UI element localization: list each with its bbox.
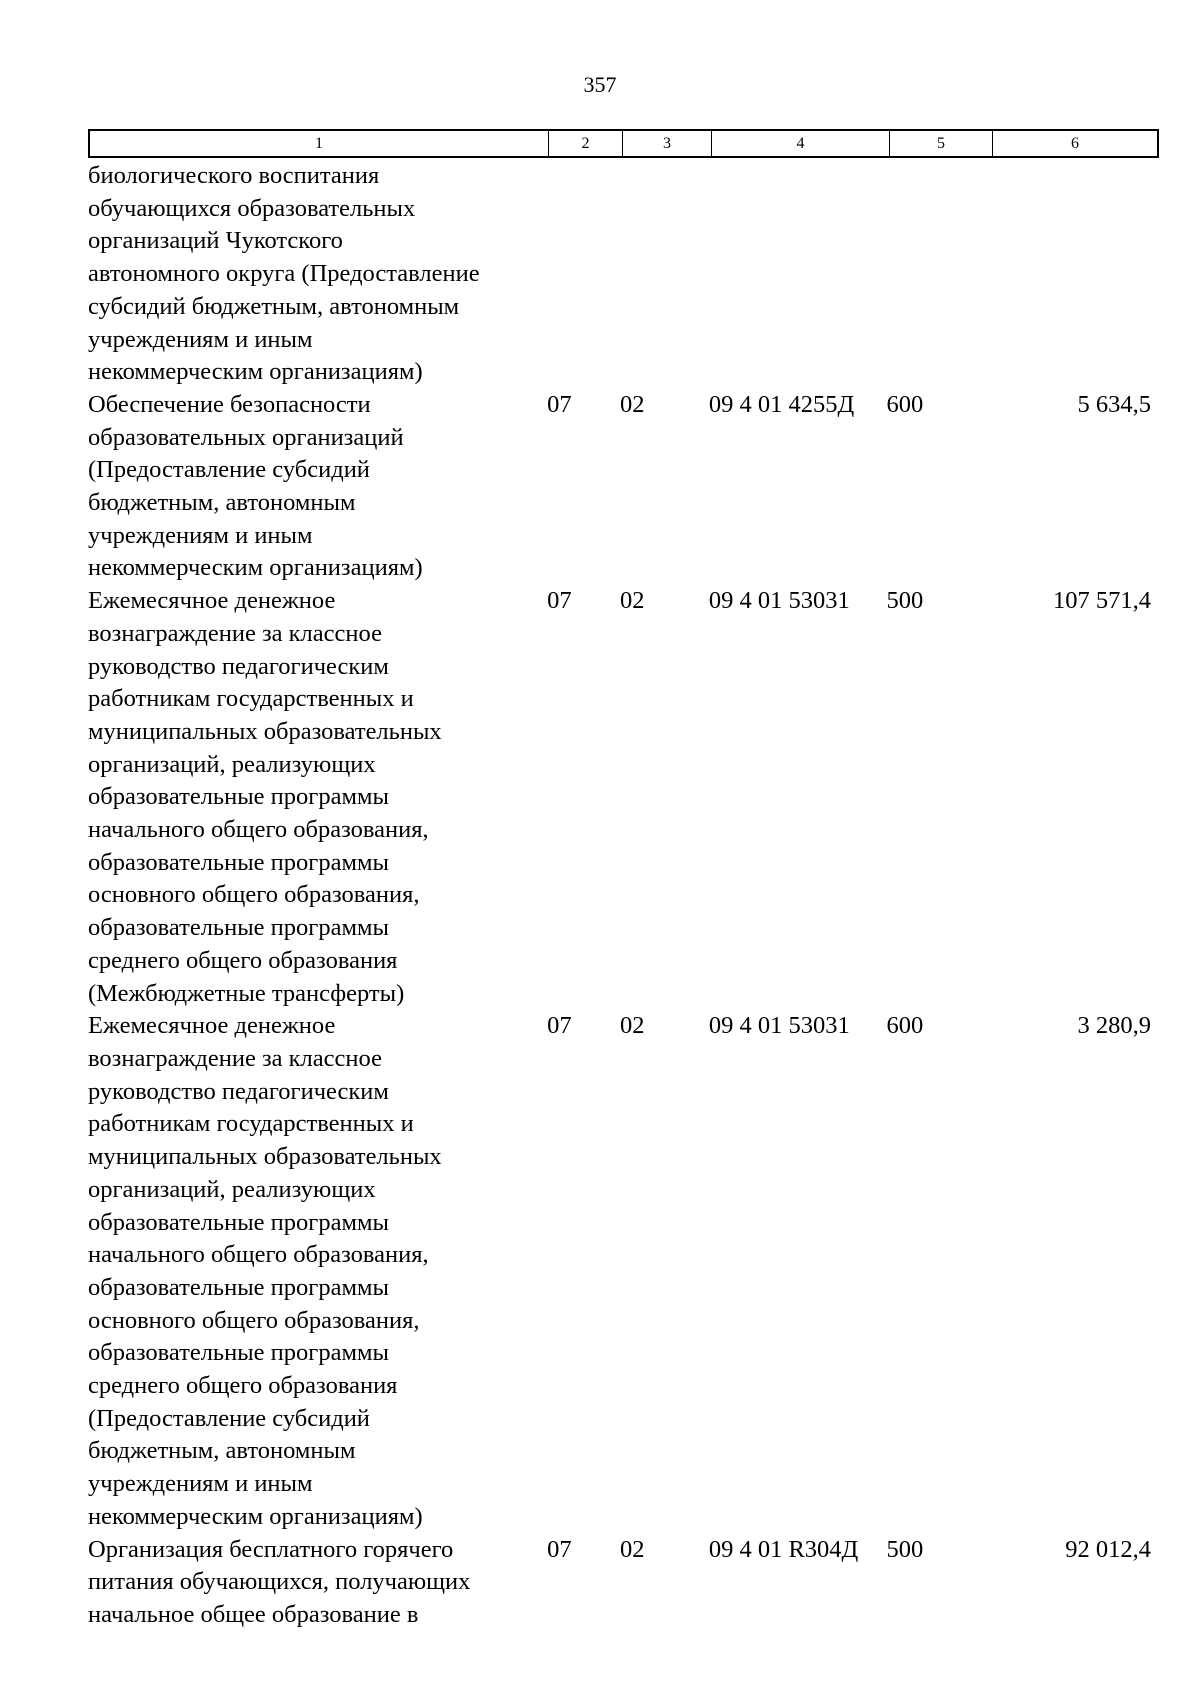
- row-section: 07: [547, 1535, 572, 1563]
- row-description: [88, 160, 546, 389]
- description-line: образовательные программы: [88, 848, 389, 876]
- header-cell-3: 3: [623, 131, 712, 156]
- row-amount: [989, 160, 1153, 389]
- row-description: [88, 585, 546, 1010]
- row-subsection: 02: [620, 587, 645, 615]
- description-line: вознаграждение за классное: [88, 1044, 382, 1072]
- description-line: муниципальных образовательных: [88, 717, 442, 745]
- description-line: некоммерческим организациям): [88, 554, 423, 582]
- row-description: [88, 1010, 546, 1533]
- row-section: 07: [547, 390, 572, 418]
- description-line: Ежемесячное денежное: [88, 1012, 336, 1040]
- header-cell-4: 4: [712, 131, 890, 156]
- description-line: основного общего образования,: [88, 881, 420, 909]
- table-row: [88, 1534, 1153, 1632]
- row-section: [546, 160, 620, 389]
- description-line: работникам государственных и: [88, 1110, 414, 1138]
- row-target-article: 09 4 01 53031: [708, 587, 850, 615]
- description-line: бюджетным, автономным: [88, 1437, 356, 1465]
- description-line: муниципальных образовательных: [88, 1143, 442, 1171]
- row-amount: 107 571,4: [1053, 587, 1152, 615]
- description-line: образовательные программы: [88, 914, 389, 942]
- header-cell-5: 5: [890, 131, 993, 156]
- header-cell-6: 6: [1071, 135, 1079, 152]
- row-subsection: [620, 160, 709, 389]
- description-line: некоммерческим организациям): [88, 1502, 423, 1530]
- row-section: 07: [547, 587, 572, 615]
- table-body: [88, 160, 1153, 1632]
- table-row: [88, 585, 1153, 1010]
- page-number: 357: [583, 72, 617, 97]
- description-line: биологического воспитания: [88, 162, 380, 189]
- row-expense-type: 600: [886, 390, 924, 418]
- description-line: Ежемесячное денежное: [88, 587, 336, 615]
- row-subsection: 02: [620, 390, 645, 418]
- description-line: учреждениям и иным: [88, 325, 313, 353]
- table-header: [88, 129, 1159, 158]
- description-line: образовательные программы: [88, 783, 389, 811]
- description-line: (Предоставление субсидий: [88, 1404, 370, 1432]
- row-subsection: 02: [620, 1535, 645, 1563]
- description-line: питания обучающихся, получающих: [88, 1568, 471, 1596]
- description-line: учреждениям и иным: [88, 1470, 313, 1498]
- table-row: [88, 389, 1153, 585]
- description-line: образовательные программы: [88, 1339, 389, 1367]
- description-line: работникам государственных и: [88, 685, 414, 713]
- description-line: бюджетным, автономным: [88, 489, 356, 517]
- row-amount: 92 012,4: [1065, 1535, 1152, 1563]
- row-amount: 3 280,9: [1077, 1012, 1152, 1040]
- description-line: организаций Чукотского: [88, 227, 343, 255]
- header-cell-2: 2: [549, 131, 623, 156]
- description-line: автономного округа (Предоставление: [88, 260, 480, 288]
- row-section: 07: [547, 1012, 572, 1040]
- header-cell-1: 1: [90, 131, 549, 156]
- description-line: образовательных организаций: [88, 423, 404, 451]
- description-line: организаций, реализующих: [88, 1175, 376, 1203]
- row-expense-type: 500: [886, 1535, 924, 1563]
- description-line: Организация бесплатного горячего: [88, 1535, 454, 1563]
- description-line: (Межбюджетные трансферты): [88, 979, 405, 1007]
- table-row: [88, 160, 1153, 389]
- description-line: некоммерческим организациям): [88, 358, 423, 386]
- description-line: начального общего образования,: [88, 1241, 429, 1269]
- description-line: начального общего образования,: [88, 816, 429, 844]
- description-line: руководство педагогическим: [88, 652, 389, 680]
- row-target-article: [709, 160, 887, 389]
- row-target-article: 09 4 01 4255Д: [708, 390, 855, 418]
- description-line: организаций, реализующих: [88, 750, 376, 778]
- description-line: начальное общее образование в: [88, 1600, 419, 1628]
- row-expense-type: 600: [886, 1012, 924, 1040]
- table-row: [88, 1010, 1153, 1533]
- row-expense-type: 500: [886, 587, 924, 615]
- row-description: [88, 389, 546, 585]
- description-line: учреждениям и иным: [88, 521, 313, 549]
- row-target-article: 09 4 01 53031: [708, 1012, 850, 1040]
- description-line: среднего общего образования: [88, 1372, 398, 1400]
- row-subsection: 02: [620, 1012, 645, 1040]
- row-description: [88, 1534, 546, 1632]
- description-line: вознаграждение за классное: [88, 619, 382, 647]
- description-line: (Предоставление субсидий: [88, 456, 370, 484]
- description-line: руководство педагогическим: [88, 1077, 389, 1105]
- description-line: субсидий бюджетным, автономным: [88, 292, 460, 320]
- description-line: образовательные программы: [88, 1208, 389, 1236]
- description-line: среднего общего образования: [88, 946, 398, 974]
- description-line: основного общего образования,: [88, 1306, 420, 1334]
- row-amount: 5 634,5: [1077, 390, 1152, 418]
- description-line: обучающихся образовательных: [88, 194, 416, 222]
- row-expense-type: [887, 160, 990, 389]
- row-target-article: 09 4 01 R304Д: [708, 1535, 859, 1563]
- description-line: Обеспечение безопасности: [88, 390, 371, 418]
- description-line: образовательные программы: [88, 1273, 389, 1301]
